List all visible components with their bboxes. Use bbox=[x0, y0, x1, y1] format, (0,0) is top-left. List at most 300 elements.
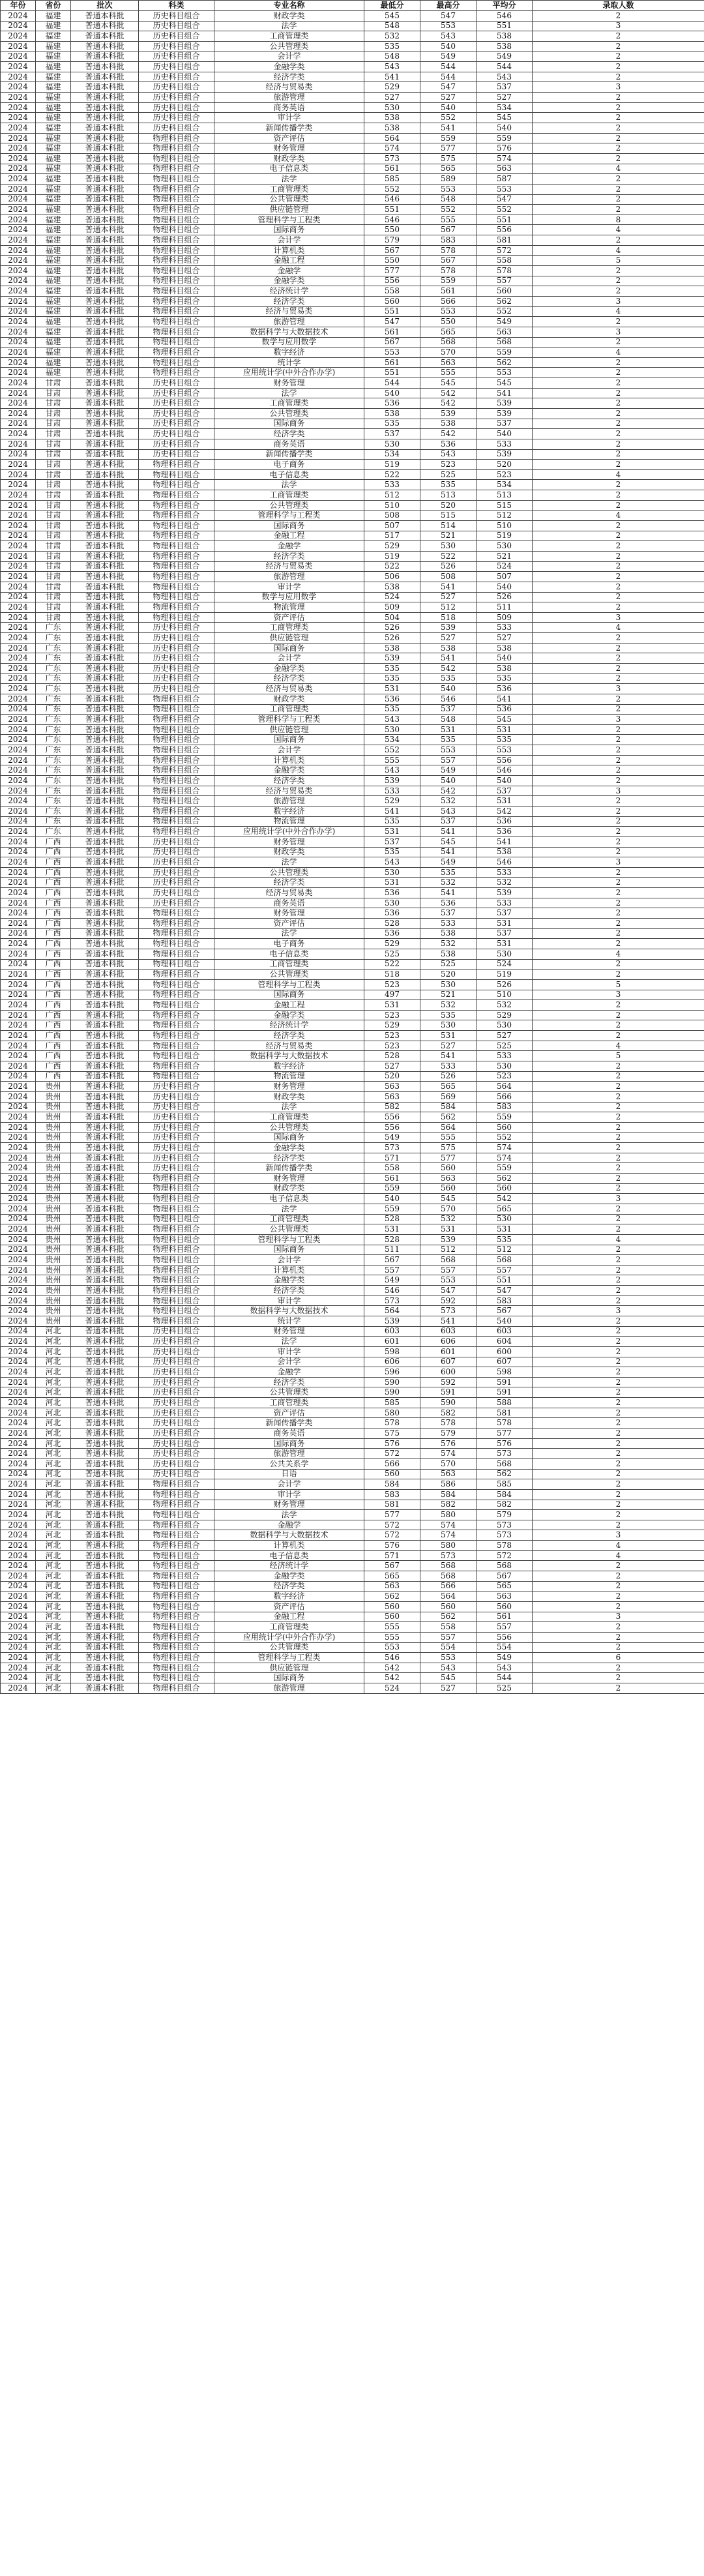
table-row bbox=[1, 1520, 704, 1530]
cell-year: 2024 bbox=[1, 561, 36, 572]
cell-major-name: 数字经济 bbox=[214, 1061, 364, 1071]
cell-min-score: 529 bbox=[364, 796, 420, 807]
cell-batch: 普通本科批 bbox=[71, 561, 139, 572]
cell-avg-score: 513 bbox=[477, 490, 533, 501]
cell-avg-score: 566 bbox=[477, 1091, 533, 1102]
cell-major-name: 金融学类 bbox=[214, 276, 364, 286]
cell-province: 福建 bbox=[36, 31, 71, 42]
cell-avg-score: 565 bbox=[477, 1581, 533, 1591]
cell-major-name: 旅游管理 bbox=[214, 796, 364, 807]
cell-subject-category: 物理科目组合 bbox=[139, 1500, 214, 1510]
cell-max-score: 542 bbox=[420, 786, 477, 796]
cell-batch: 普通本科批 bbox=[71, 164, 139, 174]
cell-major-name: 公共管理类 bbox=[214, 408, 364, 419]
table-row bbox=[1, 398, 704, 409]
table-row bbox=[1, 153, 704, 164]
cell-avg-score: 547 bbox=[477, 1286, 533, 1296]
cell-min-score: 523 bbox=[364, 1041, 420, 1051]
cell-batch: 普通本科批 bbox=[71, 531, 139, 541]
cell-major-name: 旅游管理 bbox=[214, 1449, 364, 1459]
cell-major-name: 应用统计学(中外合作办学) bbox=[214, 1632, 364, 1642]
cell-major-name: 资产评估 bbox=[214, 133, 364, 143]
cell-major-name: 金融工程 bbox=[214, 256, 364, 266]
cell-year: 2024 bbox=[1, 1112, 36, 1123]
cell-year: 2024 bbox=[1, 449, 36, 460]
cell-batch: 普通本科批 bbox=[71, 674, 139, 684]
cell-year: 2024 bbox=[1, 1234, 36, 1245]
cell-avg-score: 539 bbox=[477, 449, 533, 460]
cell-avg-score: 559 bbox=[477, 348, 533, 358]
cell-max-score: 541 bbox=[420, 827, 477, 837]
cell-avg-score: 577 bbox=[477, 1429, 533, 1439]
cell-admitted-count: 4 bbox=[533, 164, 704, 174]
cell-province: 甘肃 bbox=[36, 551, 71, 561]
cell-province: 河北 bbox=[36, 1520, 71, 1530]
cell-max-score: 575 bbox=[420, 1143, 477, 1153]
cell-min-score: 531 bbox=[364, 1224, 420, 1235]
cell-min-score: 577 bbox=[364, 1510, 420, 1520]
cell-max-score: 541 bbox=[420, 123, 477, 134]
cell-min-score: 546 bbox=[364, 1653, 420, 1663]
cell-province: 福建 bbox=[36, 113, 71, 123]
cell-province: 广东 bbox=[36, 633, 71, 644]
cell-batch: 普通本科批 bbox=[71, 388, 139, 398]
cell-min-score: 551 bbox=[364, 368, 420, 378]
cell-admitted-count: 2 bbox=[533, 633, 704, 644]
cell-min-score: 539 bbox=[364, 1316, 420, 1327]
table-row bbox=[1, 1102, 704, 1112]
cell-major-name: 供应链管理 bbox=[214, 633, 364, 644]
cell-year: 2024 bbox=[1, 592, 36, 602]
cell-major-name: 商务英语 bbox=[214, 898, 364, 908]
cell-year: 2024 bbox=[1, 836, 36, 847]
cell-year: 2024 bbox=[1, 348, 36, 358]
table-row bbox=[1, 1224, 704, 1235]
cell-province: 贵州 bbox=[36, 1122, 71, 1133]
cell-province: 福建 bbox=[36, 225, 71, 235]
cell-batch: 普通本科批 bbox=[71, 439, 139, 449]
cell-avg-score: 560 bbox=[477, 1122, 533, 1133]
cell-admitted-count: 2 bbox=[533, 1295, 704, 1306]
cell-province: 甘肃 bbox=[36, 511, 71, 521]
cell-year: 2024 bbox=[1, 480, 36, 490]
cell-admitted-count: 3 bbox=[533, 1530, 704, 1541]
cell-max-score: 574 bbox=[420, 1530, 477, 1541]
cell-major-name: 经济学类 bbox=[214, 674, 364, 684]
table-row bbox=[1, 1245, 704, 1255]
cell-year: 2024 bbox=[1, 1449, 36, 1459]
cell-admitted-count: 3 bbox=[533, 715, 704, 725]
cell-admitted-count: 3 bbox=[533, 1194, 704, 1204]
cell-batch: 普通本科批 bbox=[71, 541, 139, 552]
cell-avg-score: 531 bbox=[477, 939, 533, 949]
cell-province: 广东 bbox=[36, 704, 71, 715]
cell-major-name: 经济学类 bbox=[214, 296, 364, 306]
table-row bbox=[1, 469, 704, 480]
cell-avg-score: 530 bbox=[477, 541, 533, 552]
table-row bbox=[1, 1133, 704, 1143]
cell-avg-score: 510 bbox=[477, 521, 533, 531]
cell-min-score: 590 bbox=[364, 1387, 420, 1398]
cell-min-score: 555 bbox=[364, 1622, 420, 1633]
table-row bbox=[1, 174, 704, 185]
cell-year: 2024 bbox=[1, 1601, 36, 1612]
cell-major-name: 管理科学与工程类 bbox=[214, 1234, 364, 1245]
cell-max-score: 543 bbox=[420, 31, 477, 42]
cell-year: 2024 bbox=[1, 1061, 36, 1071]
cell-year: 2024 bbox=[1, 1265, 36, 1275]
cell-max-score: 563 bbox=[420, 1469, 477, 1479]
table-row bbox=[1, 1061, 704, 1071]
cell-province: 贵州 bbox=[36, 1255, 71, 1266]
cell-min-score: 519 bbox=[364, 460, 420, 470]
cell-max-score: 584 bbox=[420, 1489, 477, 1500]
cell-avg-score: 568 bbox=[477, 1458, 533, 1469]
cell-major-name: 电子商务 bbox=[214, 460, 364, 470]
cell-major-name: 公共管理类 bbox=[214, 970, 364, 980]
cell-batch: 普通本科批 bbox=[71, 1418, 139, 1429]
cell-avg-score: 546 bbox=[477, 765, 533, 776]
cell-max-score: 539 bbox=[420, 623, 477, 633]
cell-batch: 普通本科批 bbox=[71, 429, 139, 439]
cell-max-score: 570 bbox=[420, 1458, 477, 1469]
cell-min-score: 540 bbox=[364, 1194, 420, 1204]
cell-batch: 普通本科批 bbox=[71, 602, 139, 613]
header-province: 省份 bbox=[36, 1, 71, 11]
cell-subject-category: 物理科目组合 bbox=[139, 745, 214, 756]
cell-avg-score: 546 bbox=[477, 857, 533, 868]
cell-admitted-count: 2 bbox=[533, 1367, 704, 1378]
cell-max-score: 564 bbox=[420, 1591, 477, 1602]
cell-year: 2024 bbox=[1, 1194, 36, 1204]
cell-max-score: 578 bbox=[420, 245, 477, 256]
cell-major-name: 法学 bbox=[214, 21, 364, 31]
cell-subject-category: 历史科目组合 bbox=[139, 62, 214, 72]
cell-batch: 普通本科批 bbox=[71, 715, 139, 725]
cell-batch: 普通本科批 bbox=[71, 1458, 139, 1469]
cell-max-score: 541 bbox=[420, 888, 477, 898]
cell-admitted-count: 4 bbox=[533, 469, 704, 480]
cell-min-score: 542 bbox=[364, 1663, 420, 1673]
cell-province: 甘肃 bbox=[36, 521, 71, 531]
cell-province: 甘肃 bbox=[36, 429, 71, 439]
cell-batch: 普通本科批 bbox=[71, 1387, 139, 1398]
cell-max-score: 557 bbox=[420, 1632, 477, 1642]
cell-province: 甘肃 bbox=[36, 490, 71, 501]
table-row bbox=[1, 1561, 704, 1571]
table-row bbox=[1, 1510, 704, 1520]
cell-subject-category: 历史科目组合 bbox=[139, 878, 214, 888]
cell-subject-category: 历史科目组合 bbox=[139, 439, 214, 449]
table-row bbox=[1, 1571, 704, 1582]
cell-year: 2024 bbox=[1, 704, 36, 715]
cell-province: 贵州 bbox=[36, 1275, 71, 1286]
table-row bbox=[1, 327, 704, 337]
cell-major-name: 计算机类 bbox=[214, 1541, 364, 1551]
cell-admitted-count: 2 bbox=[533, 205, 704, 215]
cell-province: 广西 bbox=[36, 949, 71, 959]
cell-max-score: 514 bbox=[420, 521, 477, 531]
cell-major-name: 会计学 bbox=[214, 1479, 364, 1490]
cell-admitted-count: 2 bbox=[533, 41, 704, 52]
cell-province: 甘肃 bbox=[36, 460, 71, 470]
cell-province: 福建 bbox=[36, 348, 71, 358]
cell-province: 福建 bbox=[36, 306, 71, 317]
cell-province: 广东 bbox=[36, 623, 71, 633]
cell-subject-category: 物理科目组合 bbox=[139, 1214, 214, 1224]
cell-admitted-count: 2 bbox=[533, 836, 704, 847]
cell-max-score: 536 bbox=[420, 439, 477, 449]
cell-year: 2024 bbox=[1, 215, 36, 225]
cell-major-name: 财务管理 bbox=[214, 1082, 364, 1092]
cell-subject-category: 物理科目组合 bbox=[139, 460, 214, 470]
cell-admitted-count: 2 bbox=[533, 1479, 704, 1490]
cell-batch: 普通本科批 bbox=[71, 31, 139, 42]
cell-province: 河北 bbox=[36, 1653, 71, 1663]
cell-admitted-count: 2 bbox=[533, 460, 704, 470]
cell-subject-category: 历史科目组合 bbox=[139, 1357, 214, 1367]
table-row bbox=[1, 276, 704, 286]
cell-year: 2024 bbox=[1, 1469, 36, 1479]
cell-admitted-count: 4 bbox=[533, 245, 704, 256]
cell-avg-score: 553 bbox=[477, 745, 533, 756]
cell-province: 甘肃 bbox=[36, 531, 71, 541]
cell-major-name: 应用统计学(中外合作办学) bbox=[214, 368, 364, 378]
cell-subject-category: 历史科目组合 bbox=[139, 664, 214, 674]
cell-min-score: 550 bbox=[364, 256, 420, 266]
cell-batch: 普通本科批 bbox=[71, 296, 139, 306]
cell-batch: 普通本科批 bbox=[71, 939, 139, 949]
cell-min-score: 538 bbox=[364, 643, 420, 653]
cell-batch: 普通本科批 bbox=[71, 1071, 139, 1082]
cell-year: 2024 bbox=[1, 735, 36, 745]
table-row bbox=[1, 1632, 704, 1642]
cell-subject-category: 物理科目组合 bbox=[139, 979, 214, 990]
cell-province: 广东 bbox=[36, 674, 71, 684]
cell-province: 广西 bbox=[36, 1041, 71, 1051]
cell-batch: 普通本科批 bbox=[71, 878, 139, 888]
cell-batch: 普通本科批 bbox=[71, 949, 139, 959]
cell-batch: 普通本科批 bbox=[71, 41, 139, 52]
cell-max-score: 548 bbox=[420, 715, 477, 725]
cell-subject-category: 历史科目组合 bbox=[139, 847, 214, 857]
cell-min-score: 527 bbox=[364, 1061, 420, 1071]
cell-min-score: 522 bbox=[364, 469, 420, 480]
cell-batch: 普通本科批 bbox=[71, 348, 139, 358]
table-row bbox=[1, 225, 704, 235]
cell-year: 2024 bbox=[1, 898, 36, 908]
cell-admitted-count: 2 bbox=[533, 1591, 704, 1602]
cell-avg-score: 533 bbox=[477, 867, 533, 878]
cell-avg-score: 526 bbox=[477, 592, 533, 602]
cell-major-name: 审计学 bbox=[214, 582, 364, 592]
cell-year: 2024 bbox=[1, 1102, 36, 1112]
cell-avg-score: 529 bbox=[477, 1010, 533, 1020]
cell-subject-category: 物理科目组合 bbox=[139, 1673, 214, 1683]
cell-max-score: 545 bbox=[420, 1673, 477, 1683]
table-row bbox=[1, 796, 704, 807]
table-row bbox=[1, 521, 704, 531]
cell-batch: 普通本科批 bbox=[71, 460, 139, 470]
cell-min-score: 508 bbox=[364, 511, 420, 521]
cell-province: 河北 bbox=[36, 1346, 71, 1357]
table-row bbox=[1, 1174, 704, 1184]
cell-year: 2024 bbox=[1, 1367, 36, 1378]
cell-max-score: 541 bbox=[420, 1316, 477, 1327]
cell-avg-score: 539 bbox=[477, 398, 533, 409]
cell-avg-score: 583 bbox=[477, 1295, 533, 1306]
cell-year: 2024 bbox=[1, 765, 36, 776]
cell-max-score: 541 bbox=[420, 582, 477, 592]
cell-province: 福建 bbox=[36, 52, 71, 62]
cell-max-score: 541 bbox=[420, 847, 477, 857]
cell-year: 2024 bbox=[1, 674, 36, 684]
cell-admitted-count: 2 bbox=[533, 93, 704, 103]
cell-year: 2024 bbox=[1, 225, 36, 235]
cell-subject-category: 历史科目组合 bbox=[139, 898, 214, 908]
cell-min-score: 549 bbox=[364, 1275, 420, 1286]
cell-max-score: 531 bbox=[420, 1031, 477, 1041]
cell-major-name: 商务英语 bbox=[214, 1429, 364, 1439]
cell-min-score: 537 bbox=[364, 836, 420, 847]
table-row bbox=[1, 561, 704, 572]
cell-year: 2024 bbox=[1, 306, 36, 317]
cell-min-score: 531 bbox=[364, 878, 420, 888]
cell-province: 河北 bbox=[36, 1591, 71, 1602]
table-row bbox=[1, 439, 704, 449]
cell-subject-category: 物理科目组合 bbox=[139, 337, 214, 348]
cell-avg-score: 542 bbox=[477, 1194, 533, 1204]
cell-min-score: 601 bbox=[364, 1337, 420, 1347]
cell-avg-score: 553 bbox=[477, 184, 533, 194]
cell-major-name: 资产评估 bbox=[214, 919, 364, 929]
cell-year: 2024 bbox=[1, 337, 36, 348]
cell-year: 2024 bbox=[1, 52, 36, 62]
cell-year: 2024 bbox=[1, 205, 36, 215]
cell-admitted-count: 2 bbox=[533, 1061, 704, 1071]
cell-admitted-count: 3 bbox=[533, 1306, 704, 1316]
cell-avg-score: 540 bbox=[477, 776, 533, 786]
cell-min-score: 506 bbox=[364, 572, 420, 582]
cell-avg-score: 559 bbox=[477, 1112, 533, 1123]
table-row bbox=[1, 1265, 704, 1275]
cell-major-name: 会计学 bbox=[214, 653, 364, 664]
cell-major-name: 新闻传播学类 bbox=[214, 1418, 364, 1429]
cell-year: 2024 bbox=[1, 460, 36, 470]
cell-major-name: 金融学类 bbox=[214, 62, 364, 72]
cell-province: 福建 bbox=[36, 337, 71, 348]
cell-batch: 普通本科批 bbox=[71, 1346, 139, 1357]
cell-admitted-count: 5 bbox=[533, 1051, 704, 1061]
cell-max-score: 526 bbox=[420, 1071, 477, 1082]
cell-year: 2024 bbox=[1, 1020, 36, 1031]
cell-batch: 普通本科批 bbox=[71, 317, 139, 327]
cell-batch: 普通本科批 bbox=[71, 72, 139, 82]
cell-major-name: 金融学类 bbox=[214, 1275, 364, 1286]
cell-subject-category: 物理科目组合 bbox=[139, 490, 214, 501]
table-row bbox=[1, 715, 704, 725]
cell-admitted-count: 2 bbox=[533, 1163, 704, 1174]
table-row bbox=[1, 378, 704, 389]
table-row bbox=[1, 1601, 704, 1612]
cell-province: 福建 bbox=[36, 245, 71, 256]
cell-major-name: 数学与应用数学 bbox=[214, 337, 364, 348]
cell-major-name: 资产评估 bbox=[214, 1408, 364, 1418]
cell-admitted-count: 6 bbox=[533, 1653, 704, 1663]
table-row bbox=[1, 776, 704, 786]
cell-subject-category: 物理科目组合 bbox=[139, 235, 214, 246]
table-row bbox=[1, 1346, 704, 1357]
cell-avg-score: 527 bbox=[477, 93, 533, 103]
cell-subject-category: 历史科目组合 bbox=[139, 1091, 214, 1102]
cell-min-score: 553 bbox=[364, 348, 420, 358]
cell-admitted-count: 2 bbox=[533, 939, 704, 949]
cell-max-score: 589 bbox=[420, 174, 477, 185]
cell-subject-category: 历史科目组合 bbox=[139, 1377, 214, 1387]
cell-avg-score: 533 bbox=[477, 898, 533, 908]
cell-major-name: 经济与贸易类 bbox=[214, 786, 364, 796]
cell-min-score: 523 bbox=[364, 1031, 420, 1041]
table-row bbox=[1, 1010, 704, 1020]
cell-min-score: 534 bbox=[364, 735, 420, 745]
cell-max-score: 538 bbox=[420, 949, 477, 959]
cell-min-score: 530 bbox=[364, 439, 420, 449]
cell-year: 2024 bbox=[1, 388, 36, 398]
cell-year: 2024 bbox=[1, 1214, 36, 1224]
cell-admitted-count: 2 bbox=[533, 490, 704, 501]
cell-min-score: 566 bbox=[364, 1458, 420, 1469]
cell-major-name: 工商管理类 bbox=[214, 1112, 364, 1123]
table-row bbox=[1, 1408, 704, 1418]
cell-batch: 普通本科批 bbox=[71, 867, 139, 878]
cell-subject-category: 物理科目组合 bbox=[139, 317, 214, 327]
cell-province: 广东 bbox=[36, 653, 71, 664]
cell-major-name: 工商管理类 bbox=[214, 184, 364, 194]
cell-province: 广西 bbox=[36, 836, 71, 847]
cell-subject-category: 历史科目组合 bbox=[139, 684, 214, 694]
cell-subject-category: 历史科目组合 bbox=[139, 836, 214, 847]
cell-province: 贵州 bbox=[36, 1265, 71, 1275]
cell-batch: 普通本科批 bbox=[71, 1091, 139, 1102]
cell-avg-score: 541 bbox=[477, 836, 533, 847]
cell-province: 福建 bbox=[36, 205, 71, 215]
cell-admitted-count: 2 bbox=[533, 1091, 704, 1102]
cell-avg-score: 544 bbox=[477, 62, 533, 72]
cell-batch: 普通本科批 bbox=[71, 1041, 139, 1051]
cell-min-score: 529 bbox=[364, 541, 420, 552]
table-row bbox=[1, 31, 704, 42]
cell-admitted-count: 2 bbox=[533, 1500, 704, 1510]
cell-province: 河北 bbox=[36, 1642, 71, 1653]
cell-province: 福建 bbox=[36, 368, 71, 378]
cell-max-score: 592 bbox=[420, 1295, 477, 1306]
cell-batch: 普通本科批 bbox=[71, 225, 139, 235]
cell-max-score: 549 bbox=[420, 52, 477, 62]
table-row bbox=[1, 1458, 704, 1469]
cell-avg-score: 540 bbox=[477, 1316, 533, 1327]
cell-min-score: 528 bbox=[364, 1234, 420, 1245]
cell-min-score: 573 bbox=[364, 1143, 420, 1153]
cell-province: 贵州 bbox=[36, 1174, 71, 1184]
cell-year: 2024 bbox=[1, 1663, 36, 1673]
cell-province: 广西 bbox=[36, 1020, 71, 1031]
cell-avg-score: 538 bbox=[477, 847, 533, 857]
table-row bbox=[1, 1387, 704, 1398]
cell-admitted-count: 2 bbox=[533, 1449, 704, 1459]
cell-min-score: 545 bbox=[364, 11, 420, 22]
cell-major-name: 国际商务 bbox=[214, 1245, 364, 1255]
cell-avg-score: 549 bbox=[477, 52, 533, 62]
